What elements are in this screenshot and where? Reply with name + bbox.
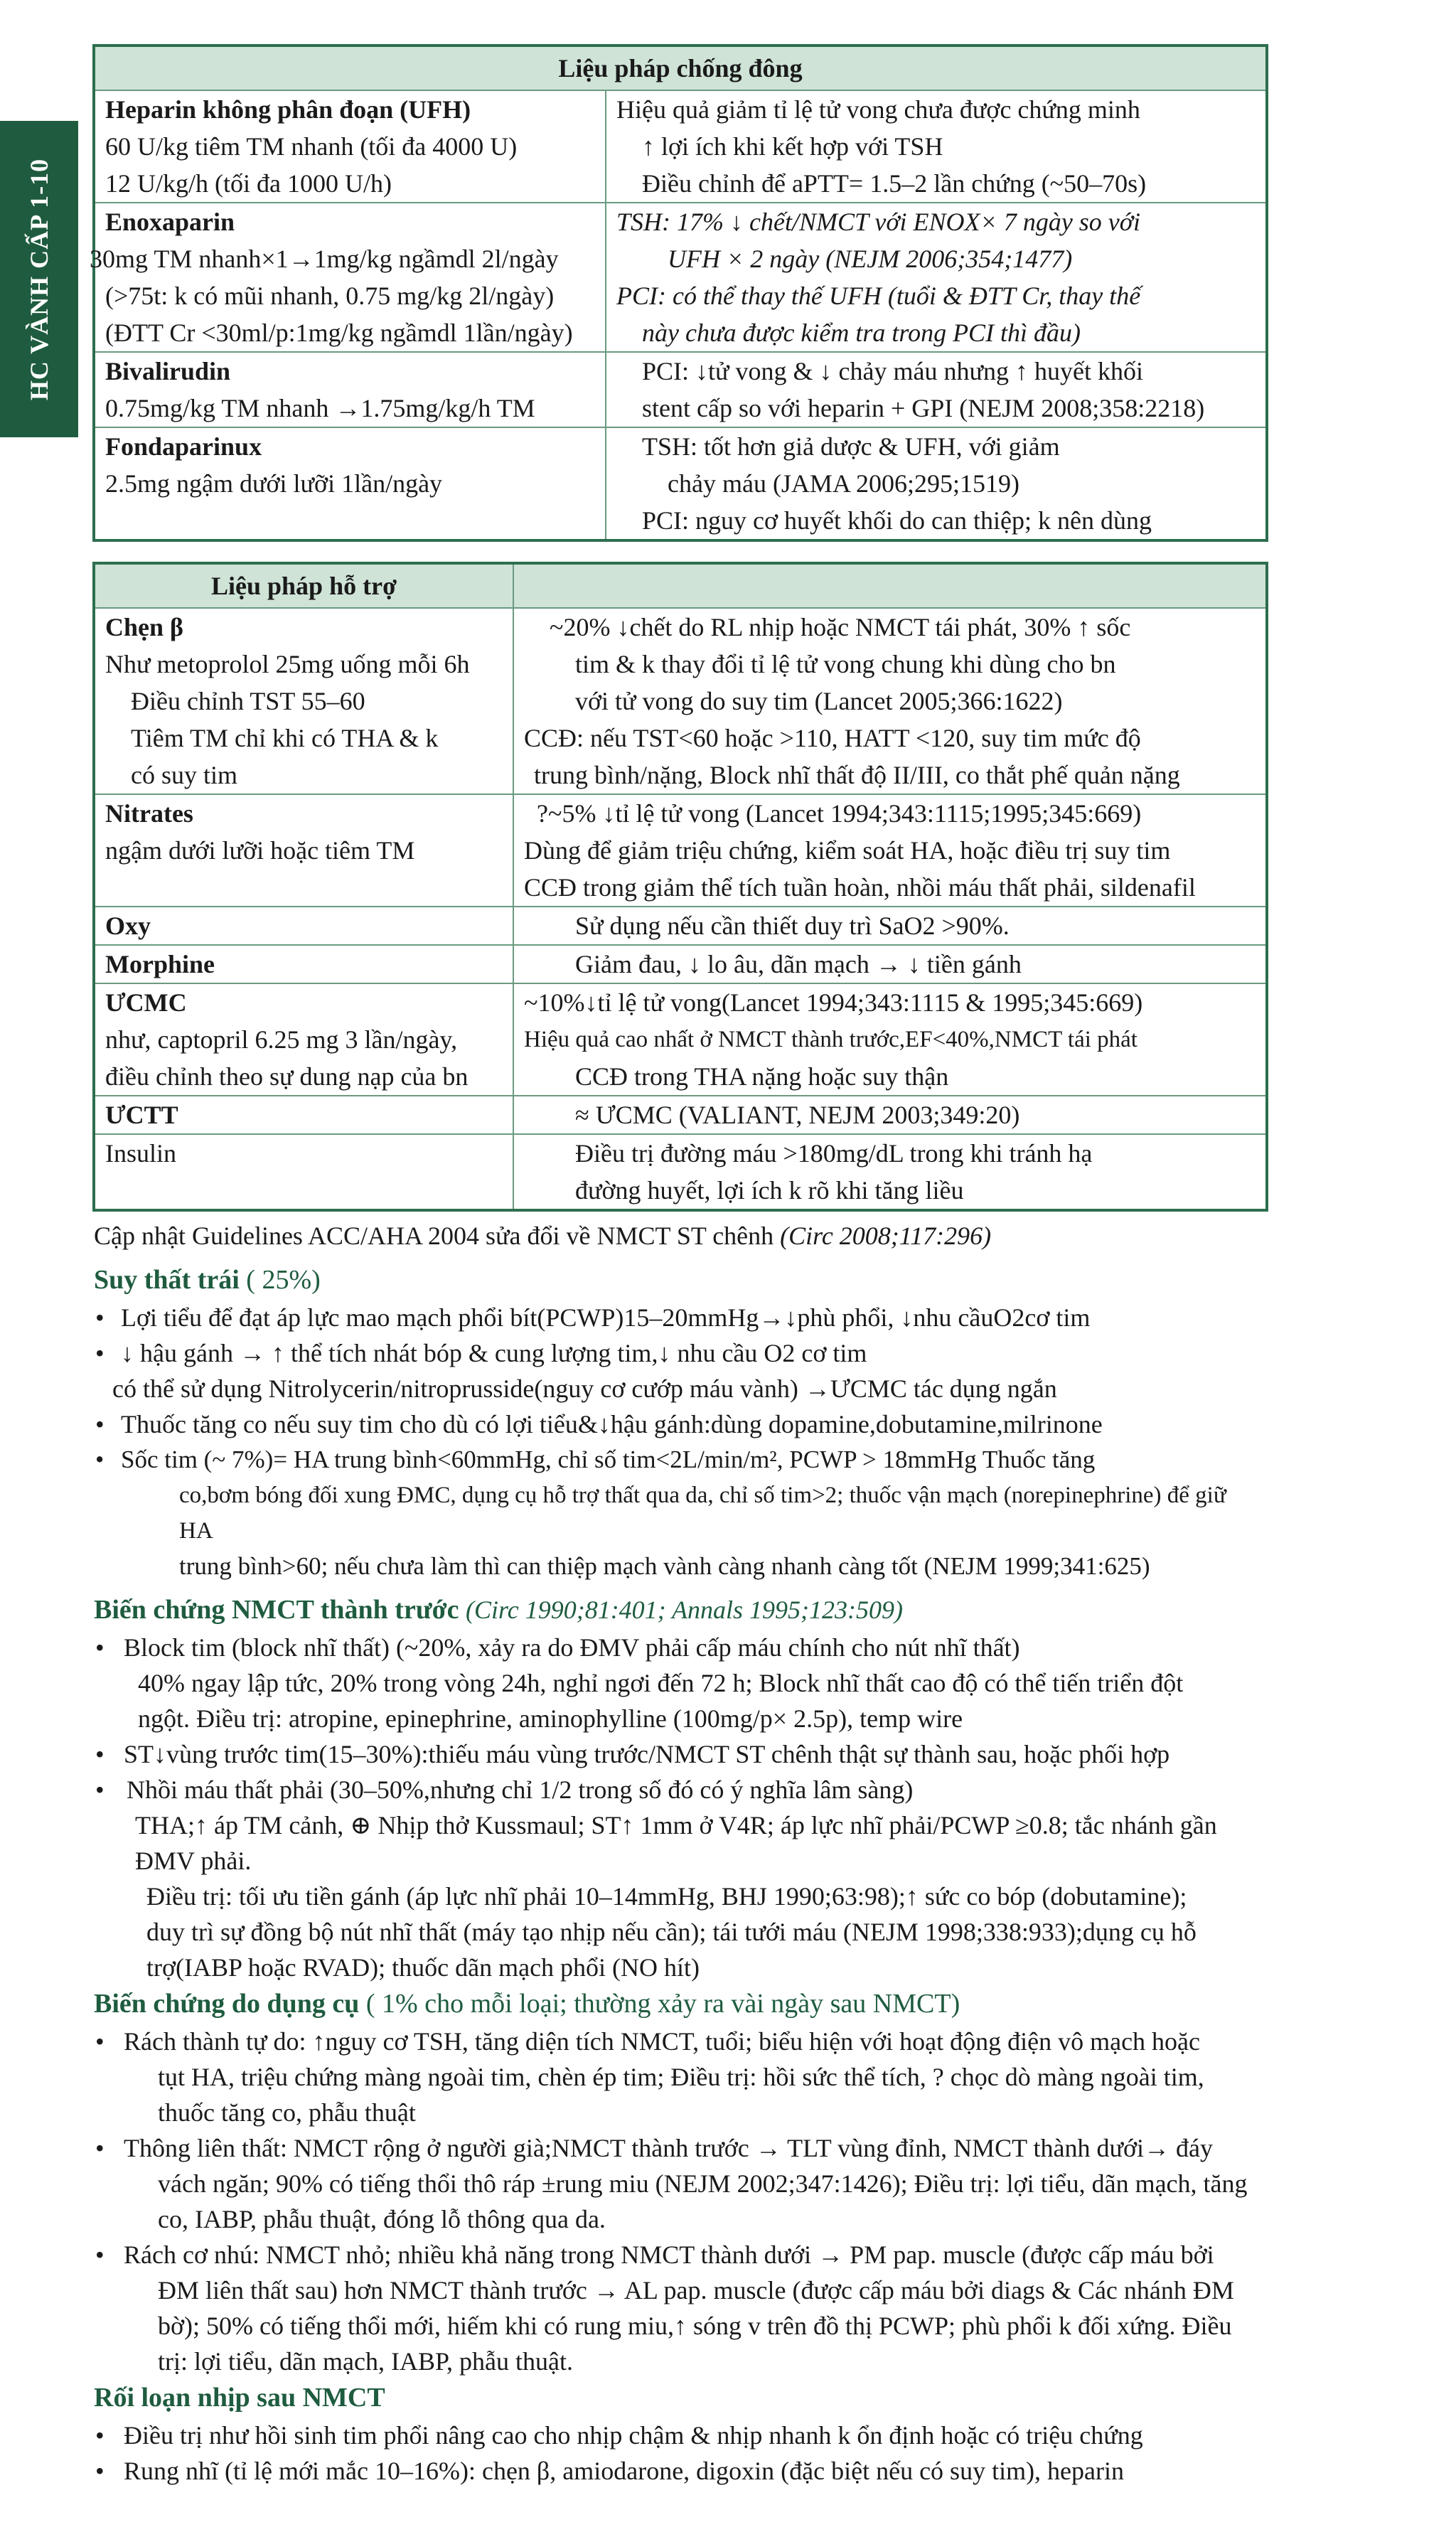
table-row <box>94 945 1267 983</box>
table-row <box>94 352 1267 427</box>
drug-cell <box>94 90 606 203</box>
guideline-note-text: Cập nhật Guidelines ACC/AHA 2004 sửa đổi về NMCT ST chênh <box>94 1222 774 1250</box>
drug-note: chảy máu (JAMA 2006;295;1519) <box>668 469 1019 498</box>
list-item-text: Block tim (block nhĩ thất) (~20%, xảy ra do ĐMV phải cấp máu chính cho nút nhĩ thất) <box>124 1633 1020 1662</box>
drug-note: Sử dụng nếu cần thiết duy trì SaO2 >90%. <box>575 912 1010 940</box>
chapter-side-tab <box>0 121 78 437</box>
list-item-text: thuốc tăng co, phẫu thuật <box>158 2098 416 2127</box>
drug-cell <box>90 203 606 352</box>
drug-note: Dùng để giảm triệu chứng, kiểm soát HA, hoặc điều trị suy tim <box>524 836 1171 865</box>
table-row <box>94 427 1267 540</box>
drug-dose: (ĐTT Cr <30ml/p:1mg/kg ngầmdl 1lần/ngày) <box>105 319 573 347</box>
drug-note: Hiệu quả giảm tỉ lệ tử vong chưa được chứng minh <box>616 95 1140 124</box>
list-item <box>92 1630 1265 1736</box>
section-heading-arrhythmia <box>94 2379 1265 2416</box>
list-item-text: Nhồi máu thất phải (30–50%,nhưng chỉ 1/2 trong số đó có ý nghĩa lâm sàng) <box>127 1775 914 1804</box>
note-cell <box>513 608 1267 794</box>
list-item <box>92 1406 1265 1442</box>
drug-note: tim & k thay đổi tỉ lệ tử vong chung khi dùng cho bn <box>575 650 1116 678</box>
list-item-text: 40% ngay lập tức, 20% trong vòng 24h, nghỉ ngơi đến 72 h; Block nhĩ thất cao độ có thể tiến triển đột <box>138 1669 1184 1697</box>
list-item-text: ↓ hậu gánh → ↑ thể tích nhát bóp & cung lượng tim,↓ nhu cầu O2 cơ tim <box>121 1339 867 1367</box>
section-heading-lv-failure <box>94 1261 1265 1298</box>
drug-note: ≈ ƯCMC (VALIANT, NEJM 2003;349:20) <box>575 1101 1020 1129</box>
drug-note: UFH × 2 ngày (NEJM 2006;354;1477) <box>668 245 1073 273</box>
list-item <box>92 2453 1265 2489</box>
lv-list <box>92 1300 1265 1584</box>
drug-note: Hiệu quả cao nhất ở NMCT thành trước,EF<40%,NMCT tái phát <box>524 1027 1138 1052</box>
list-item-text: co,bơm bóng đối xung ĐMC, dụng cụ hỗ trợ thất qua da, chỉ số tim>2; thuốc vận mạch (norepinephrine) để giữ HA <box>179 1483 1226 1544</box>
note-cell <box>513 1134 1267 1210</box>
adjunct-title-spacer <box>513 563 1267 608</box>
drug-cell <box>94 352 606 427</box>
guideline-note-cite: (Circ 2008;117:296) <box>780 1222 992 1250</box>
list-item-text: ĐM liên thất sau) hơn NMCT thành trước → AL pap. muscle (được cấp máu bởi diags & Các nhánh ĐM <box>158 2276 1234 2304</box>
drug-note: ~20% ↓chết do RL nhịp hoặc NMCT tái phát, 30% ↑ sốc <box>550 613 1131 641</box>
drug-name: Heparin không phân đoạn (UFH) <box>105 95 471 124</box>
list-item-text: vách ngăn; 90% có tiếng thổi thô ráp ±rung miu (NEJM 2002;347:1426); Điều trị: lợi tiểu, dãn mạch, tăng <box>158 2169 1248 2198</box>
table-row <box>94 794 1267 907</box>
list-item <box>92 1335 1265 1406</box>
note-cell <box>513 794 1267 907</box>
list-item-text: co, IABP, phẫu thuật, đóng lỗ thông qua da. <box>158 2205 606 2233</box>
drug-cell <box>94 945 513 983</box>
list-item-text: Rách cơ nhú: NMCT nhỏ; nhiều khả năng trong NMCT thành dưới → PM pap. muscle (được cấp máu bởi <box>124 2240 1214 2269</box>
adjunct-title: Liệu pháp hỗ trợ <box>94 563 513 608</box>
drug-dose: điều chỉnh theo sự dung nạp của bn <box>105 1062 469 1091</box>
drug-cell <box>94 427 606 540</box>
drug-name: Nitrates <box>105 799 193 828</box>
list-item-text: Thuốc tăng co nếu suy tim cho dù có lợi tiểu&↓hậu gánh:dùng dopamine,dobutamine,milrinone <box>121 1410 1103 1438</box>
drug-name: Morphine <box>105 950 215 978</box>
drug-dose: có suy tim <box>131 761 237 789</box>
drug-name: ƯCMC <box>105 988 187 1017</box>
drug-cell <box>94 1096 513 1134</box>
list-item-text: Rung nhĩ (tỉ lệ mới mắc 10–16%): chẹn β, amiodarone, digoxin (đặc biệt nếu có suy tim), heparin <box>124 2457 1125 2485</box>
note-cell <box>606 90 1267 203</box>
drug-dose: Tiêm TM chỉ khi có THA & k <box>131 724 439 752</box>
list-item <box>92 2130 1265 2237</box>
drug-note: CCĐ: nếu TST<60 hoặc >110, HATT <120, suy tim mức độ <box>524 724 1141 752</box>
note-cell <box>606 427 1267 540</box>
list-item-text: tụt HA, triệu chứng màng ngoài tim, chèn ép tim; Điều trị: hồi sức thể tích, ? chọc dò màng ngoài tim, <box>158 2063 1204 2091</box>
drug-note: đường huyết, lợi ích k rõ khi tăng liều <box>575 1176 964 1205</box>
drug-note: trung bình/nặng, Block nhĩ thất độ II/III, co thắt phế quản nặng <box>534 761 1180 789</box>
drug-note: TSH: 17% ↓ chết/NMCT với ENOX× 7 ngày so với <box>616 208 1140 236</box>
drug-dose: ngậm dưới lưỡi hoặc tiêm TM <box>105 836 415 865</box>
drug-note: stent cấp so với heparin + GPI (NEJM 2008;358:2218) <box>642 394 1205 422</box>
drug-dose: như, captopril 6.25 mg 3 lần/ngày, <box>105 1025 458 1054</box>
list-item <box>92 1442 1265 1584</box>
table-row <box>94 1096 1267 1134</box>
drug-name: Enoxaparin <box>105 208 235 236</box>
table-row <box>94 90 1267 203</box>
note-cell <box>513 945 1267 983</box>
drug-dose: Điều chỉnh TST 55–60 <box>131 687 365 715</box>
list-item-text: ĐMV phải. <box>135 1847 252 1875</box>
list-item-text: trị: lợi tiểu, dãn mạch, IABP, phẫu thuật. <box>158 2347 573 2376</box>
table-row <box>94 608 1267 794</box>
table-row <box>94 203 1267 352</box>
drug-name: Fondaparinux <box>105 432 262 461</box>
anticoag-title: Liệu pháp chống đông <box>94 46 1267 90</box>
list-item-text: Thông liên thất: NMCT rộng ở người già;NMCT thành trước → TLT vùng đỉnh, NMCT thành dưới→ đáy <box>124 2134 1213 2162</box>
anticoag-table <box>92 44 1268 542</box>
drug-dose: 30mg TM nhanh×1→1mg/kg ngầmdl 2l/ngày <box>90 245 559 273</box>
list-item <box>92 2237 1265 2379</box>
section-heading-mechanical <box>94 1985 1265 2022</box>
drug-dose: Như metoprolol 25mg uống mỗi 6h <box>105 650 470 678</box>
drug-note: PCI: có thể thay thế UFH (tuổi & ĐTT Cr, thay thế <box>616 282 1141 310</box>
drug-note: CCĐ trong THA nặng hoặc suy thận <box>575 1062 949 1091</box>
drug-note: ↑ lợi ích khi kết hợp với TSH <box>642 132 943 161</box>
drug-name: Bivalirudin <box>105 357 231 385</box>
drug-dose: (>75t: k có mũi nhanh, 0.75 mg/kg 2l/ngày) <box>105 282 555 310</box>
list-item-text: trợ(IABP hoặc RVAD); thuốc dãn mạch phổi (NO hít) <box>146 1953 700 1982</box>
list-item-text: có thể sử dụng Nitrolycerin/nitroprusside(nguy cơ cướp máu vành) →ƯCMC tác dụng ngắn <box>112 1374 1057 1403</box>
list-item-text: bờ); 50% có tiếng thổi mới, hiếm khi có rung miu,↑ sóng v trên đồ thị PCWP; phù phổi k đối xứng. Điều <box>158 2312 1232 2340</box>
list-item-text: Lợi tiểu để đạt áp lực mao mạch phổi bít(PCWP)15–20mmHg→↓phù phổi, ↓nhu cầuO2cơ tim <box>121 1303 1091 1332</box>
drug-name: Oxy <box>105 912 151 940</box>
drug-note: Giảm đau, ↓ lo âu, dãn mạch → ↓ tiền gánh <box>575 950 1022 978</box>
drug-name: Insulin <box>105 1139 177 1168</box>
drug-dose: 60 U/kg tiêm TM nhanh (tối đa 4000 U) <box>105 132 518 161</box>
list-item-text: Sốc tim (~ 7%)= HA trung bình<60mmHg, chỉ số tim<2L/min/m², PCWP > 18mmHg Thuốc tăng <box>121 1446 1096 1473</box>
drug-note: Điều chỉnh để aPTT= 1.5–2 lần chứng (~50–70s) <box>642 169 1147 198</box>
mechanical-list <box>92 2024 1265 2379</box>
list-item-text: THA;↑ áp TM cảnh, ⊕ Nhịp thở Kussmaul; ST↑ 1mm ở V4R; áp lực nhĩ phải/PCWP ≥0.8; tắc nhánh gần <box>135 1811 1217 1839</box>
drug-note: này chưa được kiểm tra trong PCI thì đầu) <box>642 319 1081 347</box>
list-item-text: Điều trị như hồi sinh tim phổi nâng cao cho nhịp chậm & nhịp nhanh k ổn định hoặc có triệu chứng <box>124 2421 1143 2450</box>
table-row <box>94 983 1267 1096</box>
section-title: Suy thất trái <box>94 1265 240 1295</box>
list-item-text: duy trì sự đồng bộ nút nhĩ thất (máy tạo nhịp nếu cần); tái tưới máu (NEJM 1998;338:933);dụng cụ hỗ <box>146 1918 1197 1946</box>
drug-dose: 0.75mg/kg TM nhanh →1.75mg/kg/h TM <box>105 394 535 422</box>
section-title: Biến chứng do dụng cụ <box>94 1989 360 2019</box>
guideline-note <box>94 1217 1265 1254</box>
list-item-text: trung bình>60; nếu chưa làm thì can thiệp mạch vành càng nhanh càng tốt (NEJM 1999;341:625) <box>179 1552 1150 1580</box>
drug-note: TSH: tốt hơn giả dược & UFH, với giảm <box>642 432 1060 461</box>
drug-dose: 2.5mg ngậm dưới lưỡi 1lần/ngày <box>105 469 443 498</box>
section-title: Biến chứng NMCT thành trước <box>94 1595 459 1625</box>
chapter-tab-label: HC VÀNH CẤP 1-10 <box>25 158 53 400</box>
list-item <box>92 1772 1265 1985</box>
drug-note: CCĐ trong giảm thể tích tuần hoàn, nhồi máu thất phải, sildenafil <box>524 873 1196 902</box>
section-title-extra: ( 25%) <box>246 1265 321 1295</box>
list-item-text: ngột. Điều trị: atropine, epinephrine, aminophylline (100mg/p× 2.5p), temp wire <box>138 1704 963 1733</box>
list-item <box>92 2418 1265 2453</box>
list-item <box>92 1300 1265 1335</box>
section-heading-anterior <box>94 1591 1265 1628</box>
drug-note: ~10%↓tỉ lệ tử vong(Lancet 1994;343:1115 & 1995;345:669) <box>524 988 1143 1017</box>
drug-cell <box>94 608 513 794</box>
list-item <box>92 2024 1265 2130</box>
list-item <box>92 1736 1265 1772</box>
drug-note: PCI: ↓tử vong & ↓ chảy máu nhưng ↑ huyết khối <box>642 357 1143 385</box>
section-title-cite: (Circ 1990;81:401; Annals 1995;123:509) <box>466 1596 903 1624</box>
note-cell <box>513 1096 1267 1134</box>
drug-note: ?~5% ↓tỉ lệ tử vong (Lancet 1994;343:1115;1995;345:669) <box>537 799 1142 828</box>
list-item-text: Rách thành tự do: ↑nguy cơ TSH, tăng diện tích NMCT, tuổi; biểu hiện với hoạt động điện vô mạch hoặc <box>124 2027 1201 2056</box>
drug-note: với tử vong do suy tim (Lancet 2005;366:1622) <box>575 687 1063 715</box>
drug-cell <box>94 907 513 945</box>
section-title-extra: ( 1% cho mỗi loại; thường xảy ra vài ngày sau NMCT) <box>365 1989 960 2019</box>
drug-cell <box>94 1134 513 1210</box>
drug-cell <box>94 983 513 1096</box>
anterior-list <box>92 1630 1265 1985</box>
list-item-text: ST↓vùng trước tim(15–30%):thiếu máu vùng trước/NMCT ST chênh thật sự thành sau, hoặc phối hợp <box>124 1740 1170 1768</box>
section-title: Rối loạn nhịp sau NMCT <box>94 2383 385 2413</box>
note-cell <box>513 907 1267 945</box>
drug-note: PCI: nguy cơ huyết khối do can thiệp; k nên dùng <box>642 506 1152 535</box>
adjunct-table <box>92 562 1268 1212</box>
note-cell <box>606 352 1267 427</box>
table-row <box>94 1134 1267 1210</box>
note-cell <box>606 203 1267 352</box>
drug-dose: 12 U/kg/h (tối đa 1000 U/h) <box>105 169 392 198</box>
drug-cell <box>94 794 513 907</box>
drug-note: Điều trị đường máu >180mg/dL trong khi tránh hạ <box>575 1139 1093 1168</box>
arrhythmia-list <box>92 2418 1265 2489</box>
page-content <box>92 44 1265 2489</box>
drug-name: ƯCTT <box>105 1101 178 1129</box>
drug-name: Chẹn β <box>105 613 183 641</box>
note-cell <box>513 983 1267 1096</box>
list-item-text: Điều trị: tối ưu tiền gánh (áp lực nhĩ phải 10–14mmHg, BHJ 1990;63:98);↑ sức co bóp (dobutamine); <box>146 1882 1187 1911</box>
table-row <box>94 907 1267 945</box>
